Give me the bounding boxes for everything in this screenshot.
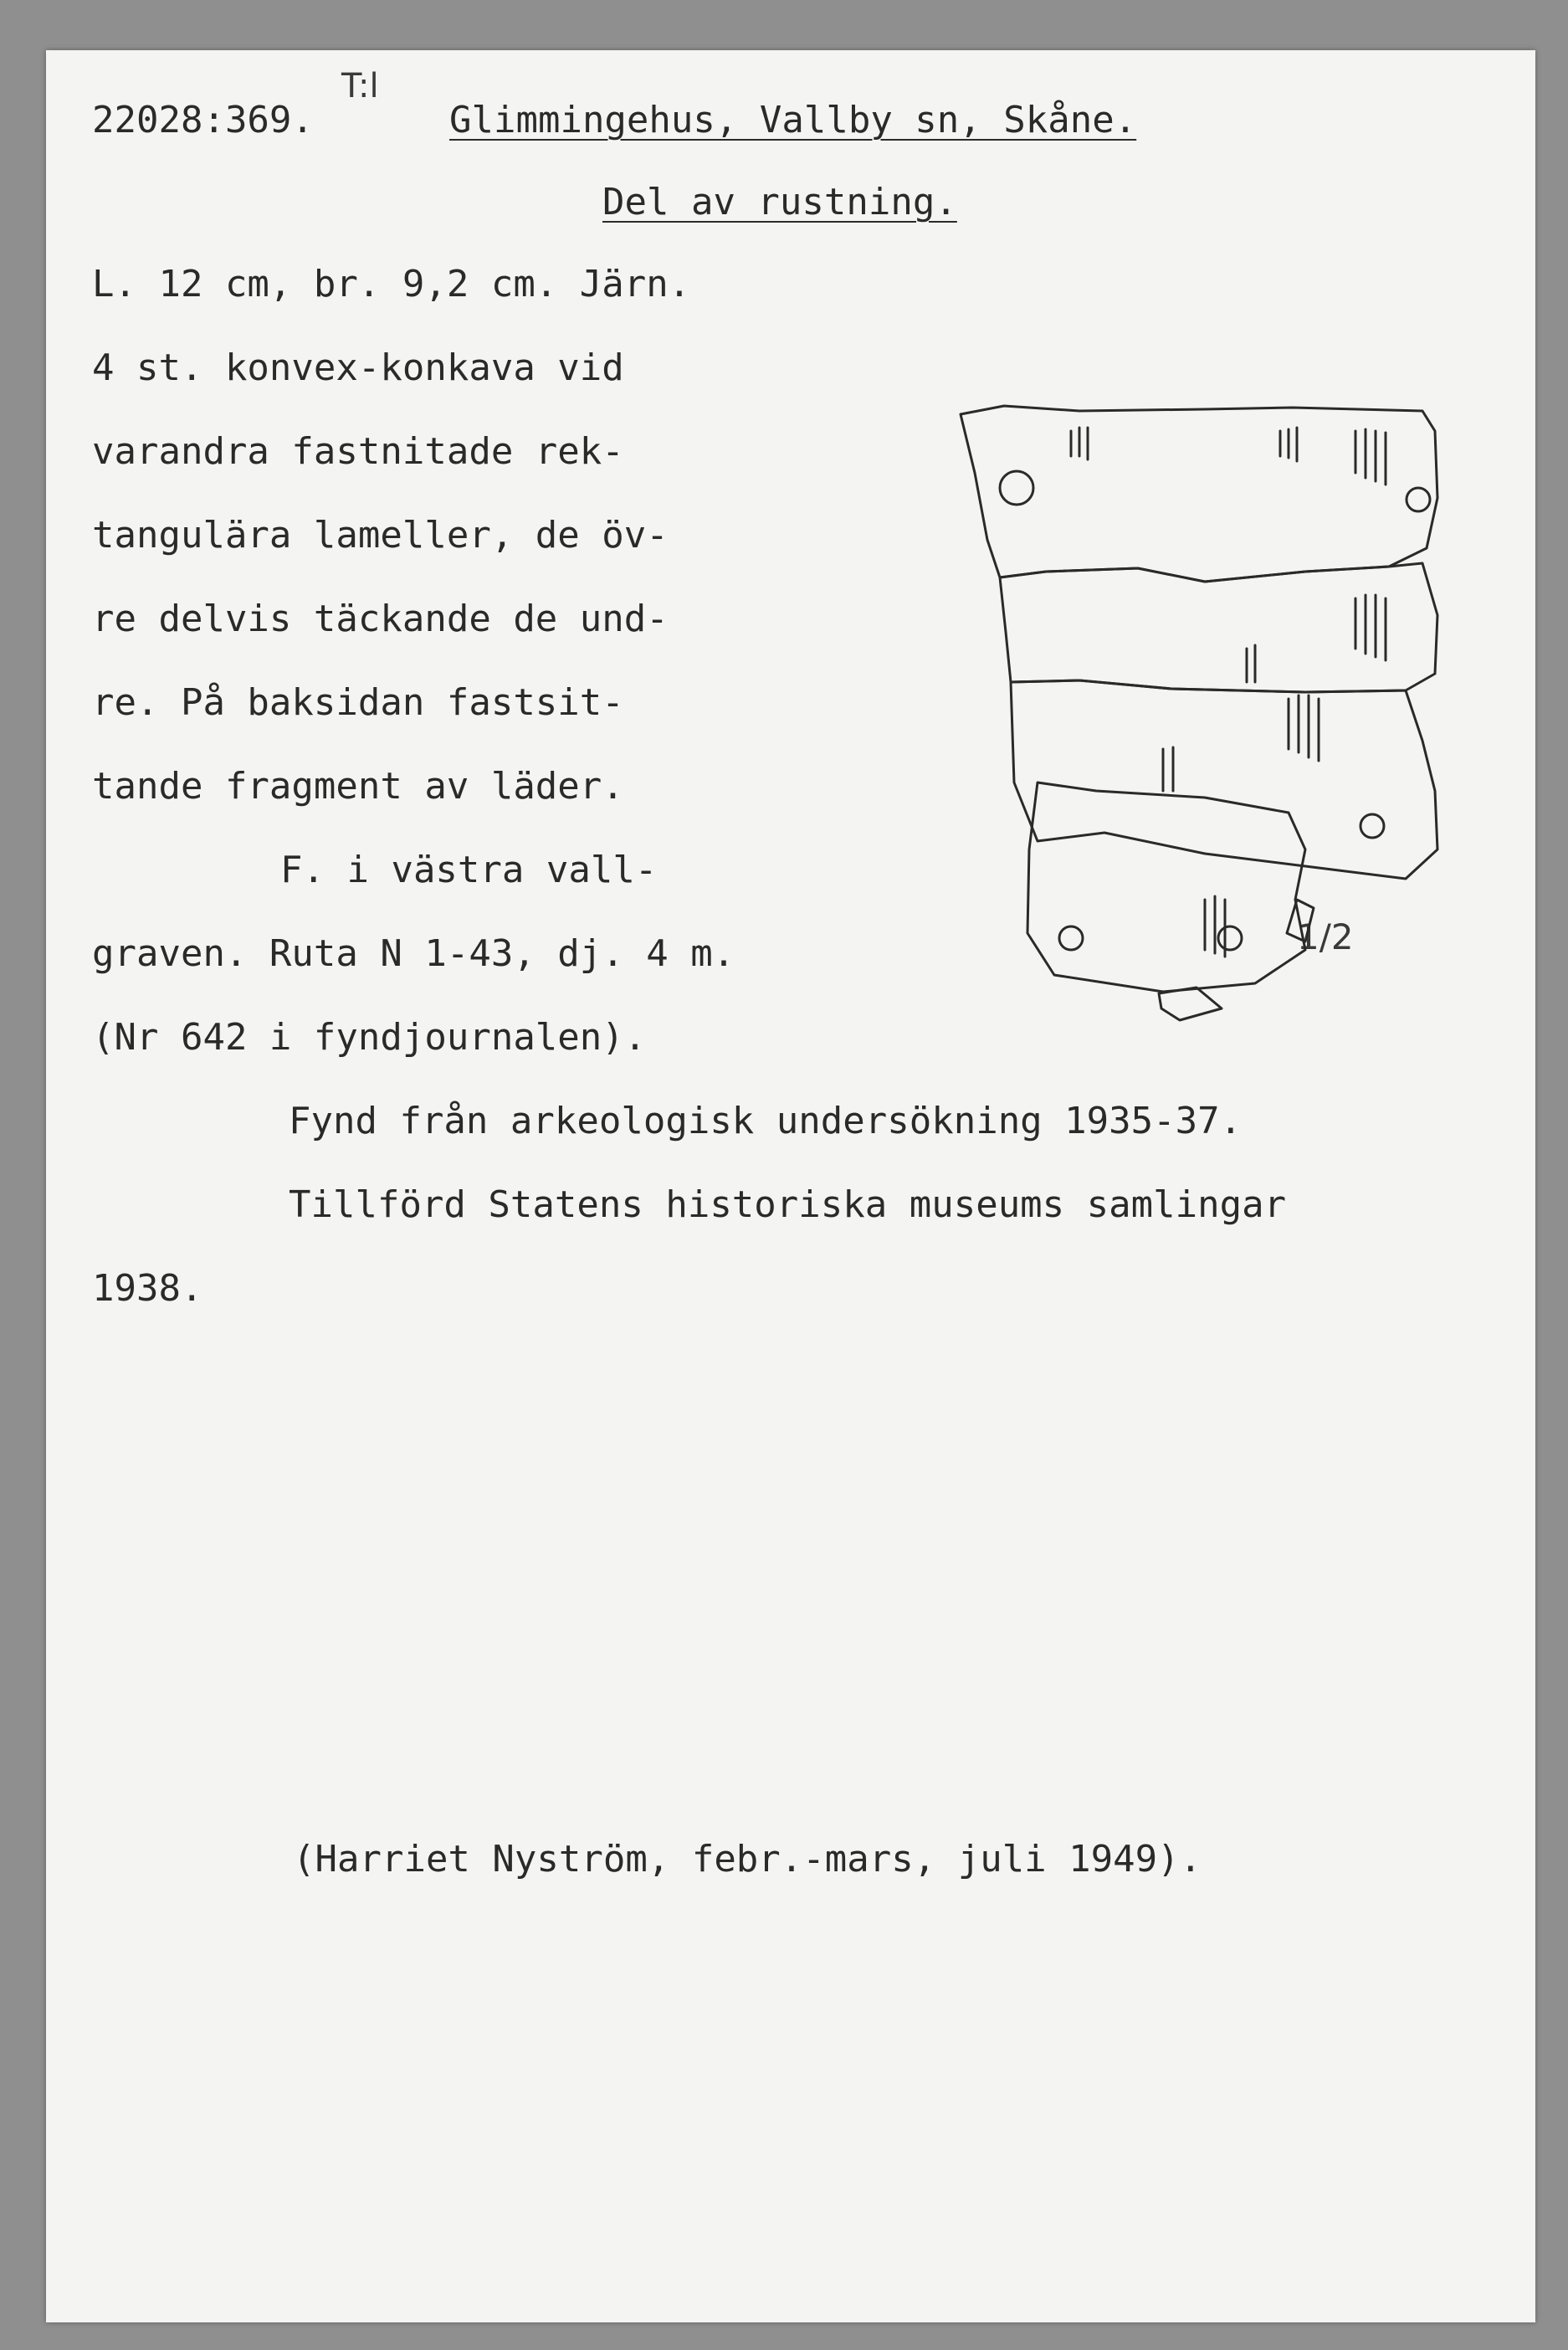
armour-fragment-drawing — [954, 398, 1456, 1034]
provenance-line: Fynd från arkeologisk undersökning 1935-37. — [289, 1100, 1243, 1142]
description-line: tande fragment av läder. — [92, 765, 624, 808]
description-line: tangulära lameller, de öv- — [92, 514, 669, 557]
catalog-card — [46, 50, 1535, 2322]
drawing-scale-label: 1/2 — [1297, 916, 1354, 957]
handwritten-mark: T:l — [341, 67, 379, 105]
description-line: re. På baksidan fastsit- — [92, 681, 624, 724]
find-line: F. i västra vall- — [280, 849, 658, 891]
description-line: re delvis täckande de und- — [92, 598, 669, 640]
lamella-third — [1011, 680, 1437, 879]
find-line: (Nr 642 i fyndjournalen). — [92, 1016, 647, 1059]
lamella-top — [961, 406, 1437, 582]
find-location: Glimmingehus, Vallby sn, Skåne. — [449, 99, 1137, 141]
description-line: varandra fastnitade rek- — [92, 430, 624, 473]
find-line: graven. Ruta N 1-43, dj. 4 m. — [92, 932, 735, 975]
provenance-line: Tillförd Statens historiska museums samlingar — [289, 1183, 1287, 1226]
lamella-bottom — [1027, 782, 1314, 1020]
description-line: 4 st. konvex-konkava vid — [92, 346, 624, 389]
lamella-second — [1000, 563, 1437, 692]
cataloguer-signature: (Harriet Nyström, febr.-mars, juli 1949). — [293, 1838, 1202, 1881]
description-line: L. 12 cm, br. 9,2 cm. Järn. — [92, 263, 691, 305]
catalog-number: 22028:369. — [92, 99, 314, 141]
provenance-line: 1938. — [92, 1267, 203, 1310]
object-title: Del av rustning. — [602, 181, 957, 223]
